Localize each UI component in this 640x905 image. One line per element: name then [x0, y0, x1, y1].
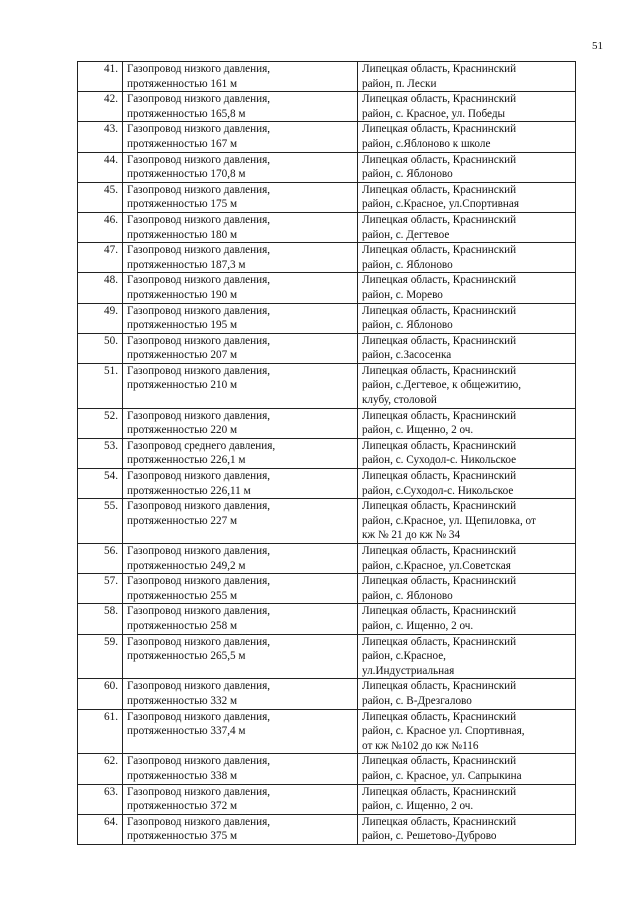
table-body: [78, 62, 576, 845]
row-number: 57.: [78, 574, 123, 604]
object-name-line: протяженностью 190 м: [127, 288, 238, 301]
row-number: 61.: [78, 709, 123, 754]
object-name-line: Газопровод низкого давления,: [127, 755, 271, 768]
row-number: 44.: [78, 152, 123, 182]
location-cell: [358, 243, 576, 273]
object-name-line: Газопровод низкого давления,: [127, 470, 271, 483]
location-cell: [358, 152, 576, 182]
table-row: [78, 243, 576, 273]
object-name-line: Газопровод низкого давления,: [127, 183, 271, 196]
location-line: Липецкая область, Краснинский: [362, 153, 517, 166]
object-name-line: протяженностью 226,11 м: [127, 484, 251, 497]
location-cell: [358, 303, 576, 333]
table-row: [78, 122, 576, 152]
location-cell: [358, 574, 576, 604]
location-cell: [358, 182, 576, 212]
location-line: район, с.Красное,: [362, 650, 446, 663]
table-row: [78, 152, 576, 182]
object-name-cell: [123, 122, 358, 152]
location-line: кж № 21 до кж № 34: [362, 529, 461, 542]
table-row: [78, 438, 576, 468]
location-line: Липецкая область, Краснинский: [362, 274, 517, 287]
object-name-cell: [123, 544, 358, 574]
row-number: 55.: [78, 499, 123, 544]
object-name-line: протяженностью 375 м: [127, 830, 238, 843]
location-cell: [358, 333, 576, 363]
object-name-line: протяженностью 167 м: [127, 137, 238, 150]
object-name-cell: [123, 333, 358, 363]
row-number: 52.: [78, 408, 123, 438]
object-name-line: Газопровод низкого давления,: [127, 575, 271, 588]
object-name-line: протяженностью 165,8 м: [127, 107, 246, 120]
row-number: 58.: [78, 604, 123, 634]
location-line: Липецкая область, Краснинский: [362, 334, 517, 347]
row-number: 63.: [78, 784, 123, 814]
location-line: район, с. Суходол-с. Никольское: [362, 454, 517, 467]
table-row: [78, 303, 576, 333]
object-name-line: Газопровод низкого давления,: [127, 274, 271, 287]
object-name-line: протяженностью 220 м: [127, 424, 238, 437]
table-row: [78, 634, 576, 679]
location-line: район, с. Морево: [362, 288, 443, 301]
page-number: 51: [592, 40, 603, 52]
object-name-cell: [123, 469, 358, 499]
row-number: 59.: [78, 634, 123, 679]
location-line: район, с.Красное, ул.Советская: [362, 559, 511, 572]
object-name-cell: [123, 574, 358, 604]
object-name-cell: [123, 784, 358, 814]
object-name-line: Газопровод низкого давления,: [127, 635, 271, 648]
object-name-line: Газопровод низкого давления,: [127, 545, 271, 557]
location-line: район, с. Яблоново: [362, 258, 453, 271]
object-name-cell: [123, 754, 358, 784]
table-row: [78, 544, 576, 574]
object-name-line: протяженностью 187,3 м: [127, 258, 246, 271]
table-row: [78, 784, 576, 814]
object-name-cell: [123, 438, 358, 468]
object-name-line: протяженностью 227 м: [127, 514, 238, 527]
location-line: район, с.Дегтевое, к общежитию,: [362, 379, 522, 392]
table-row: [78, 679, 576, 709]
row-number: 47.: [78, 243, 123, 273]
row-number: 41.: [78, 62, 123, 92]
table-row: [78, 333, 576, 363]
object-name-line: протяженностью 249,2 м: [127, 559, 246, 572]
table-row: [78, 273, 576, 303]
object-name-cell: [123, 634, 358, 679]
object-name-line: Газопровод низкого давления,: [127, 304, 271, 317]
object-name-cell: [123, 499, 358, 544]
object-name-line: протяженностью 207 м: [127, 349, 238, 362]
location-line: Липецкая область, Краснинский: [362, 785, 517, 798]
table-row: [78, 469, 576, 499]
location-line: Липецкая область, Краснинский: [362, 93, 517, 106]
object-name-cell: [123, 303, 358, 333]
row-number: 53.: [78, 438, 123, 468]
object-name-cell: [123, 152, 358, 182]
location-line: район, с. Дегтевое: [362, 228, 450, 241]
location-line: район, с.Красное, ул. Щепиловка, от: [362, 514, 536, 527]
object-name-line: протяженностью 332 м: [127, 694, 238, 707]
object-name-cell: [123, 679, 358, 709]
object-name-line: Газопровод низкого давления,: [127, 364, 271, 377]
location-line: Липецкая область, Краснинский: [362, 545, 517, 557]
table-row: [78, 709, 576, 754]
location-cell: [358, 438, 576, 468]
table-row: [78, 62, 576, 92]
row-number: 43.: [78, 122, 123, 152]
location-cell: [358, 709, 576, 754]
object-name-line: протяженностью 338 м: [127, 769, 238, 782]
location-cell: [358, 92, 576, 122]
location-line: район, с. Решетово-Дуброво: [362, 830, 497, 843]
location-cell: [358, 604, 576, 634]
location-line: район, с. Красное, ул. Победы: [362, 107, 506, 120]
table-row: [78, 604, 576, 634]
object-name-cell: [123, 212, 358, 242]
row-number: 60.: [78, 679, 123, 709]
location-cell: [358, 273, 576, 303]
location-line: Липецкая область, Краснинский: [362, 213, 517, 226]
location-cell: [358, 469, 576, 499]
location-line: район, с. Яблоново: [362, 168, 453, 181]
row-number: 64.: [78, 814, 123, 844]
row-number: 56.: [78, 544, 123, 574]
object-name-line: протяженностью 195 м: [127, 319, 238, 332]
location-line: район, с. В-Дрезгалово: [362, 694, 472, 707]
table-row: [78, 408, 576, 438]
location-cell: [358, 363, 576, 408]
table-row: [78, 92, 576, 122]
location-line: район, с. Ищенно, 2 оч.: [362, 619, 474, 632]
object-name-cell: [123, 408, 358, 438]
object-name-cell: [123, 814, 358, 844]
object-name-line: протяженностью 226,1 м: [127, 454, 246, 467]
object-name-line: Газопровод низкого давления,: [127, 334, 271, 347]
location-line: Липецкая область, Краснинский: [362, 409, 517, 422]
location-cell: [358, 754, 576, 784]
row-number: 48.: [78, 273, 123, 303]
location-line: район, с. Яблоново: [362, 319, 453, 332]
row-number: 50.: [78, 333, 123, 363]
object-name-line: протяженностью 170,8 м: [127, 168, 246, 181]
object-name-line: протяженностью 210 м: [127, 379, 238, 392]
location-line: Липецкая область, Краснинский: [362, 575, 517, 588]
object-name-line: Газопровод низкого давления,: [127, 93, 271, 106]
table-row: [78, 212, 576, 242]
row-number: 45.: [78, 182, 123, 212]
location-cell: [358, 784, 576, 814]
location-line: район, с. Ищенно, 2 оч.: [362, 424, 474, 437]
object-name-cell: [123, 709, 358, 754]
location-line: район, с.Красное, ул.Спортивная: [362, 198, 519, 211]
location-line: район, с.Засосенка: [362, 349, 452, 362]
location-line: район, п. Лески: [362, 77, 437, 90]
location-line: Липецкая область, Краснинский: [362, 680, 517, 693]
object-name-line: протяженностью 180 м: [127, 228, 238, 241]
location-cell: [358, 212, 576, 242]
location-line: Липецкая область, Краснинский: [362, 439, 517, 452]
location-line: от кж №102 до кж №116: [362, 739, 479, 752]
location-line: район, с.Яблоново к школе: [362, 137, 491, 150]
location-cell: [358, 62, 576, 92]
location-line: район, с. Красное ул. Спортивная,: [362, 725, 525, 738]
location-line: Липецкая область, Краснинский: [362, 815, 517, 828]
object-name-line: Газопровод низкого давления,: [127, 680, 271, 693]
object-name-line: Газопровод низкого давления,: [127, 500, 271, 513]
table-row: [78, 574, 576, 604]
location-cell: [358, 122, 576, 152]
object-name-line: протяженностью 255 м: [127, 589, 238, 602]
object-name-line: Газопровод низкого давления,: [127, 153, 271, 166]
location-line: Липецкая область, Краснинский: [362, 710, 517, 723]
row-number: 42.: [78, 92, 123, 122]
location-line: Липецкая область, Краснинский: [362, 755, 517, 768]
table-row: [78, 499, 576, 544]
gas-pipeline-table: [77, 61, 576, 845]
table-row: [78, 182, 576, 212]
location-line: район, с. Яблоново: [362, 589, 453, 602]
location-line: Липецкая область, Краснинский: [362, 500, 517, 513]
location-line: район, с. Красное, ул. Сапрыкина: [362, 769, 522, 782]
location-line: Липецкая область, Краснинский: [362, 304, 517, 317]
object-name-line: Газопровод низкого давления,: [127, 123, 271, 136]
table-row: [78, 363, 576, 408]
location-cell: [358, 544, 576, 574]
object-name-line: протяженностью 258 м: [127, 619, 238, 632]
object-name-line: Газопровод низкого давления,: [127, 605, 271, 618]
location-cell: [358, 634, 576, 679]
location-cell: [358, 814, 576, 844]
object-name-line: Газопровод низкого давления,: [127, 815, 271, 828]
object-name-line: Газопровод низкого давления,: [127, 710, 271, 723]
location-line: Липецкая область, Краснинский: [362, 63, 517, 75]
table-row: [78, 754, 576, 784]
location-line: Липецкая область, Краснинский: [362, 244, 517, 257]
location-line: Липецкая область, Краснинский: [362, 635, 517, 648]
object-name-cell: [123, 182, 358, 212]
row-number: 51.: [78, 363, 123, 408]
object-name-cell: [123, 604, 358, 634]
location-line: Липецкая область, Краснинский: [362, 183, 517, 196]
location-cell: [358, 499, 576, 544]
object-name-line: протяженностью 175 м: [127, 198, 238, 211]
location-line: район, с.Суходол-с. Никольское: [362, 484, 514, 497]
location-line: клубу, столовой: [362, 394, 437, 407]
object-name-line: Газопровод низкого давления,: [127, 409, 271, 422]
object-name-line: Газопровод низкого давления,: [127, 785, 271, 798]
location-line: Липецкая область, Краснинский: [362, 470, 517, 483]
table-row: [78, 814, 576, 844]
row-number: 62.: [78, 754, 123, 784]
object-name-line: протяженностью 337,4 м: [127, 725, 246, 738]
location-line: Липецкая область, Краснинский: [362, 605, 517, 618]
object-name-line: Газопровод низкого давления,: [127, 213, 271, 226]
location-cell: [358, 408, 576, 438]
object-name-line: Газопровод низкого давления,: [127, 63, 271, 75]
object-name-line: протяженностью 161 м: [127, 77, 238, 90]
location-line: ул.Индустриальная: [362, 664, 455, 677]
object-name-line: протяженностью 265,5 м: [127, 650, 246, 663]
object-name-cell: [123, 92, 358, 122]
location-cell: [358, 679, 576, 709]
row-number: 46.: [78, 212, 123, 242]
row-number: 49.: [78, 303, 123, 333]
object-name-line: Газопровод низкого давления,: [127, 244, 271, 257]
object-name-line: протяженностью 372 м: [127, 800, 238, 813]
row-number: 54.: [78, 469, 123, 499]
object-name-cell: [123, 363, 358, 408]
object-name-cell: [123, 273, 358, 303]
location-line: Липецкая область, Краснинский: [362, 364, 517, 377]
location-line: Липецкая область, Краснинский: [362, 123, 517, 136]
object-name-cell: [123, 62, 358, 92]
object-name-line: Газопровод среднего давления,: [127, 439, 276, 452]
object-name-cell: [123, 243, 358, 273]
location-line: район, с. Ищенно, 2 оч.: [362, 800, 474, 813]
